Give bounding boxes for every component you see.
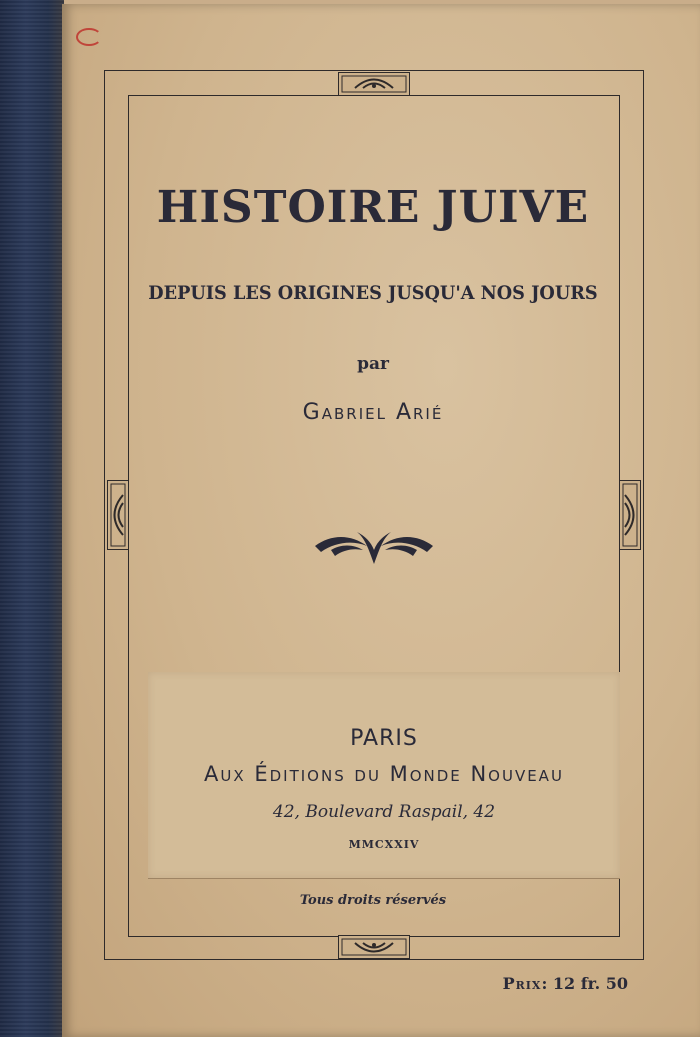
book-subtitle: DEPUIS LES ORIGINES JUSQU'A NOS JOURS [148, 282, 598, 304]
publication-year: MMCXXIV [348, 838, 420, 851]
price-label: Prix [502, 974, 542, 993]
spine-cloth-texture [0, 0, 64, 1037]
fleuron-ornament-icon [313, 526, 435, 566]
publisher-name: Aux Éditions du Monde Nouveau [204, 762, 564, 786]
author-name: Gabriel Arié [302, 400, 444, 425]
by-line: par [357, 354, 389, 374]
left-ornament-icon [107, 480, 129, 550]
right-ornament-icon [619, 480, 641, 550]
top-ornament-icon [338, 72, 410, 96]
rights-notice: Tous droits réservés [299, 893, 447, 908]
price [460, 974, 628, 993]
pencil-mark [76, 28, 102, 46]
bottom-ornament-icon [338, 935, 410, 959]
book-title: HISTOIRE JUIVE [156, 182, 590, 233]
publisher-address: 42, Boulevard Raspail, 42 [272, 802, 496, 822]
book-spine [0, 0, 64, 1037]
publication-city: PARIS [350, 726, 418, 751]
price-value: : 12 fr. 50 [541, 974, 628, 993]
